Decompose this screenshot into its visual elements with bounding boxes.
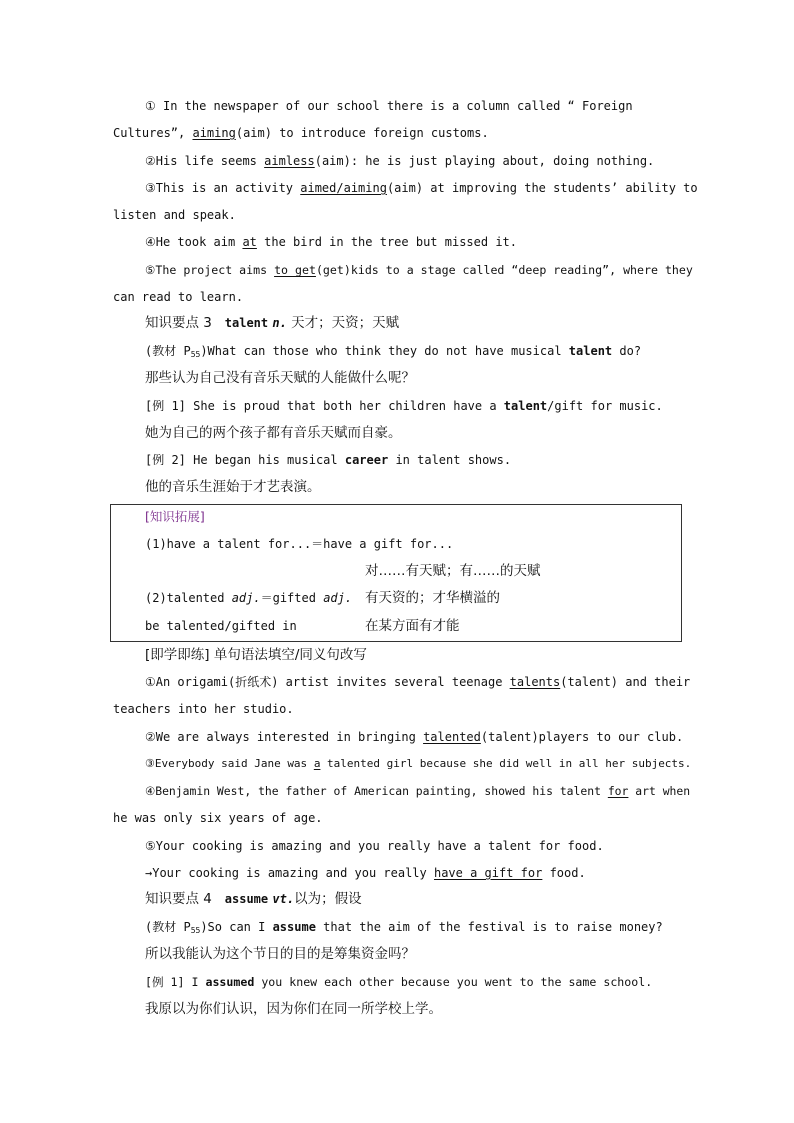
answer-blank: for (607, 784, 629, 798)
textbook-page: 55 (190, 350, 201, 359)
example-label: [例 1] (145, 399, 186, 413)
exercise-aim-3 (145, 179, 794, 197)
example-text: I (184, 975, 206, 989)
exercise-text: ②His life seems (145, 154, 265, 168)
point4-textbook-cn: 所以我能认为这个节日的目的是筹集资金吗？ (145, 946, 415, 962)
extension-row-3-cn: 在某方面有才能 (365, 618, 460, 634)
example-label: [例 1] (145, 975, 185, 989)
point4-example1-cn: 我原以为你们认识，因为你们在同一所学校上学。 (145, 1001, 442, 1017)
textbook-page: 55 (190, 926, 201, 935)
practice-1 (145, 673, 794, 691)
point4-textbook (145, 918, 794, 940)
exercise-text: Cultures”, (113, 126, 193, 140)
practice-5-rewrite (145, 864, 794, 882)
keyword: assumed (205, 975, 255, 989)
extension-row-1: (1)have a talent for...＝have a gift for... (145, 537, 454, 551)
exercise-aim-5-cont (113, 288, 794, 306)
extension-row-3: be talented/gifted in (145, 619, 297, 633)
example-text: /gift for music. (547, 399, 663, 413)
keyword: assume (272, 920, 316, 934)
point4-heading (145, 890, 794, 908)
practice-title: [即学即练] 单句语法填空/同义句改写 (145, 647, 367, 663)
point-word: talent (224, 316, 269, 330)
keyword: talent (568, 344, 613, 358)
point4-example1 (145, 973, 794, 991)
example-text: He began his musical (185, 453, 345, 467)
answer-blank: to get (274, 263, 316, 277)
exercise-text: ④Benjamin West, the father of American painting, showed his talent (145, 784, 608, 798)
example-label: [例 2] (145, 453, 186, 467)
point3-heading (145, 314, 794, 332)
keyword: talent (503, 399, 548, 413)
keyword: career (344, 453, 389, 467)
point-pos: n. (272, 316, 287, 330)
point-label: 知识要点 4 (145, 891, 212, 907)
exercise-aim-2 (145, 152, 794, 170)
exercise-text: art when (628, 784, 691, 798)
exercise-text: (talent)players to our club. (480, 730, 684, 744)
exercise-text: (aim) at improving the students’ ability to (386, 181, 698, 195)
textbook-ref: (教材 P (145, 344, 191, 358)
point-pos: vt. (272, 892, 295, 906)
exercise-text: talented girl because she did well in all her subjects. (320, 757, 692, 770)
answer-blank: aimed/aiming (300, 181, 387, 195)
pos-label: adj. (231, 591, 261, 605)
exercise-aim-3-cont (113, 206, 794, 224)
practice-2 (145, 728, 794, 746)
practice-4 (145, 782, 794, 800)
exercise-text: listen and speak. (113, 208, 236, 222)
exercise-text: ④He took aim (145, 235, 243, 249)
point-meaning: 天才；天资；天赋 (286, 315, 400, 331)
exercise-aim-5 (145, 261, 794, 279)
extension-title: [知识拓展] (145, 509, 205, 524)
point3-example2 (145, 451, 794, 469)
textbook-text: that the aim of the festival is to raise money? (315, 920, 663, 934)
exercise-aim-4 (145, 233, 794, 251)
point3-example1-cn: 她为自己的两个孩子都有音乐天赋而自豪。 (145, 425, 402, 441)
answer-blank: aiming (192, 126, 236, 140)
example-text: She is proud that both her children have a (185, 399, 504, 413)
practice-4-cont: he was only six years of age. (113, 811, 323, 825)
practice-3 (145, 755, 794, 773)
exercise-text: the bird in the tree but missed it. (256, 235, 517, 249)
example-text: in talent shows. (388, 453, 512, 467)
answer-blank: at (242, 235, 257, 249)
exercise-text: (aim) to introduce foreign customs. (235, 126, 489, 140)
exercise-text: (talent) and their (560, 675, 691, 689)
point-word: assume (224, 892, 269, 906)
exercise-text: (get)kids to a stage called “deep reading”, where they (315, 263, 693, 277)
exercise-text: food. (542, 866, 586, 880)
extension-text: ＝gifted (260, 591, 324, 605)
extension-row-1-cn: 对……有天赋；有……的天赋 (365, 563, 541, 579)
point3-textbook (145, 342, 794, 364)
exercise-text: (aim): he is just playing about, doing nothing. (314, 154, 655, 168)
point3-textbook-cn: 那些认为自己没有音乐天赋的人能做什么呢？ (145, 370, 415, 386)
practice-5: ⑤Your cooking is amazing and you really have a talent for food. (145, 839, 604, 853)
exercise-aim-1 (145, 97, 681, 115)
example-text: you knew each other because you went to the same school. (254, 975, 653, 989)
exercise-text: ③Everybody said Jane was (145, 757, 314, 770)
exercise-aim-1-cont (113, 124, 794, 142)
extension-text: (2)talented (145, 591, 232, 605)
textbook-text: do? (612, 344, 642, 358)
exercise-text: can read to learn. (113, 290, 244, 304)
answer-blank: talented (423, 730, 481, 744)
point-meaning: 以为；假设 (294, 891, 362, 907)
exercise-text: ②We are always interested in bringing (145, 730, 424, 744)
exercise-text: ⑤The project aims (145, 263, 275, 277)
point3-example1 (145, 397, 794, 415)
practice-1-cont: teachers into her studio. (113, 702, 294, 716)
exercise-text: ① In the newspaper of our school there is a column called “ Foreign (145, 99, 633, 113)
pos-label: adj. (323, 591, 353, 605)
textbook-text: )What can those who think they do not have musical (200, 344, 569, 358)
answer-blank: aimless (264, 154, 315, 168)
extension-row-2-cn: 有天资的；才华横溢的 (365, 590, 500, 606)
answer-blank: a (313, 757, 321, 770)
answer-blank: talents (509, 675, 561, 689)
textbook-ref: (教材 P (145, 920, 191, 934)
exercise-text: →Your cooking is amazing and you really (145, 866, 434, 880)
textbook-text: )So can I (200, 920, 273, 934)
point3-example2-cn: 他的音乐生涯始于才艺表演。 (145, 479, 321, 495)
point-label: 知识要点 3 (145, 315, 212, 331)
exercise-text: ③This is an activity (145, 181, 301, 195)
answer-blank: have a gift for (433, 866, 543, 880)
exercise-text: ①An origami(折纸术) artist invites several teenage (145, 675, 510, 689)
